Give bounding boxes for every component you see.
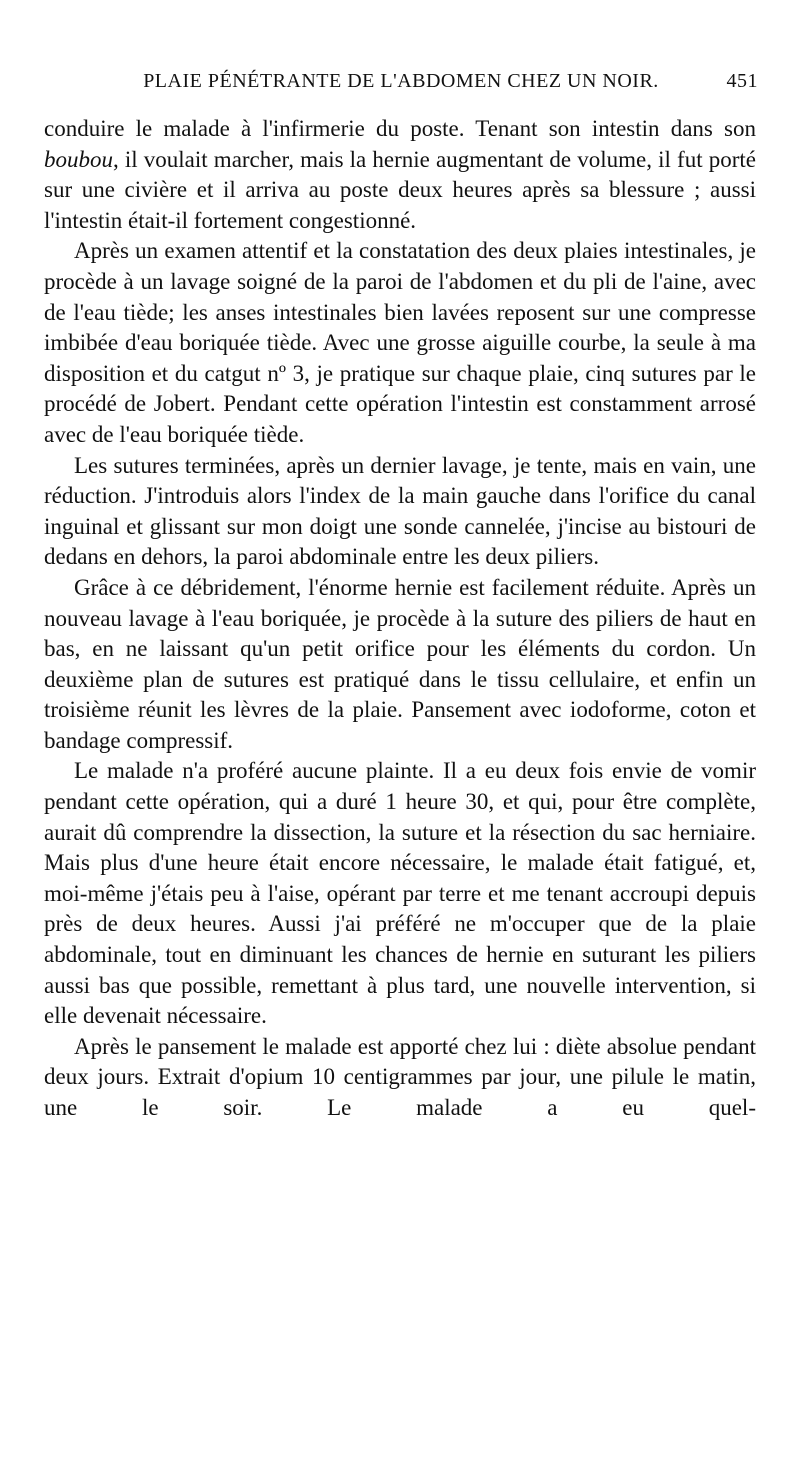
paragraph-6: Après le pansement le malade est apporté chez lui : diète absolue pendant deux jours. Extrait d'opium 10 centigrammes par jour, une pilule le matin, une le soir. Le malade a eu quel- [44, 1033, 756, 1120]
paragraph-3: Les sutures terminées, après un dernier lavage, je tente, mais en vain, une réduction. J'introduis alors l'index de la main gauche dans l'orifice du canal inguinal et glissant sur mon doigt une sonde cannelée, j'incise au bistouri de dedans en dehors, la paroi abdominale entre les deux piliers. [44, 452, 756, 570]
paragraph-1-text-a: conduire le malade à l'infirmerie du poste. Tenant son intestin dans son [44, 116, 756, 141]
page-number: 451 [726, 70, 758, 92]
paragraph-1-italic: boubou [44, 146, 113, 172]
running-title: PLAIE PÉNÉTRANTE DE L'ABDOMEN CHEZ UN NOIR. [143, 70, 659, 92]
running-head [44, 70, 758, 100]
paragraph-1-text-b: , il voulait marcher, mais la hernie augmentant de volume, il fut porté sur une civière et il arriva au poste deux heures après sa blessure ; aussi l'intestin était-il fortement congestionné. [44, 146, 756, 233]
body-text [44, 114, 756, 1124]
paragraph-5: Le malade n'a proféré aucune plainte. Il a eu deux fois envie de vomir pendant cette opération, qui a duré 1 heure 30, et qui, pour être complète, aurait dû comprendre la dissection, la suture et la résection du sac herniaire. Mais plus d'une heure était encore nécessaire, le malade était fatigué, et, moi-même j'étais peu à l'aise, opérant par terre et me tenant accroupi depuis près de deux heures. Aussi j'ai préféré ne m'occuper que de la plaie abdominale, tout en diminuant les chances de hernie en suturant les piliers aussi bas que possible, remettant à plus tard, une nouvelle intervention, si elle devenait nécessaire. [44, 758, 756, 1029]
paragraph-1 [44, 114, 756, 236]
paragraph-4: Grâce à ce débridement, l'énorme hernie est facilement réduite. Après un nouveau lavage à l'eau boriquée, je procède à la suture des piliers de haut en bas, en ne laissant qu'un petit orifice pour les éléments du cordon. Un deuxième plan de sutures est pratiqué dans le tissu cellulaire, et enfin un troisième réunit les lèvres de la plaie. Pansement avec iodoforme, coton et bandage compressif. [44, 574, 756, 753]
paragraph-2: Après un examen attentif et la constatation des deux plaies intestinales, je procède à un lavage soigné de la paroi de l'abdomen et du pli de l'aine, avec de l'eau tiède; les anses intestinales bien lavées reposent sur une compresse imbibée d'eau boriquée tiède. Avec une grosse aiguille courbe, la seule à ma disposition et du catgut nº 3, je pratique sur chaque plaie, cinq sutures par le procédé de Jobert. Pendant cette opération l'intestin est constamment arrosé avec de l'eau boriquée tiède. [44, 238, 756, 447]
